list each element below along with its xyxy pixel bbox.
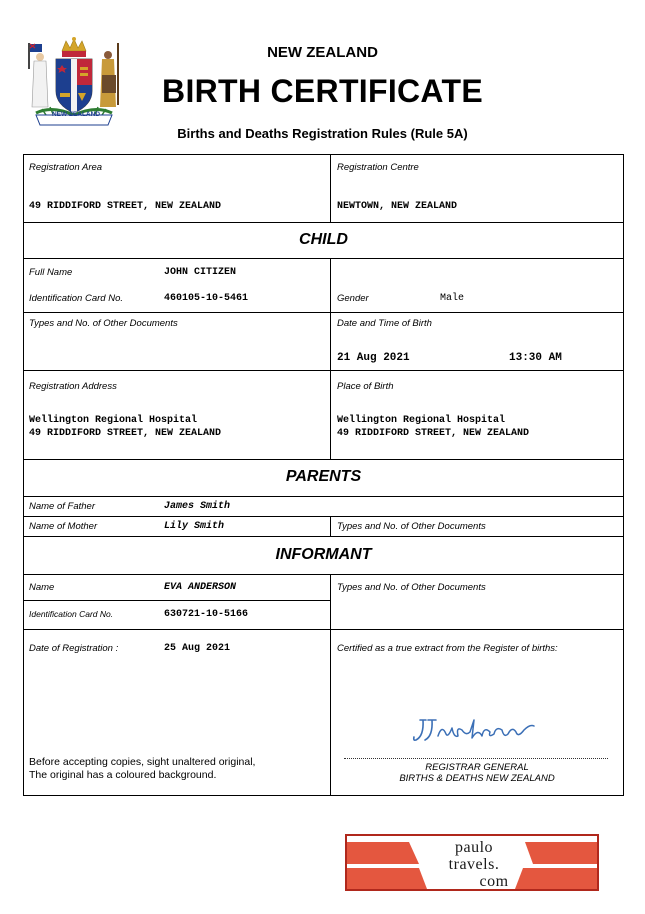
divider-line: [23, 370, 624, 371]
child-other-docs-label: Types and No. of Other Documents: [29, 318, 178, 329]
section-title-child: CHILD: [299, 231, 348, 248]
father-name-label: Name of Father: [29, 501, 95, 512]
child-id-value: 460105-10-5461: [164, 293, 249, 304]
copy-notice-line1: Before accepting copies, sight unaltered original,: [29, 756, 256, 768]
child-full-name-value: JOHN CITIZEN: [164, 267, 237, 278]
informant-name-label: Name: [29, 582, 55, 593]
document-subtitle: Births and Deaths Registration Rules (Rule 5A): [177, 126, 468, 141]
parents-other-docs-label: Types and No. of Other Documents: [337, 521, 486, 532]
child-place-of-birth-line1: Wellington Regional Hospital: [337, 415, 506, 426]
watermark-text-line2: travels.: [448, 856, 500, 873]
informant-other-docs-label: Types and No. of Other Documents: [337, 582, 486, 593]
divider-line: [23, 600, 331, 601]
registration-area-label: Registration Area: [29, 162, 103, 173]
child-place-of-birth-line2: 49 RIDDIFORD STREET, NEW ZEALAND: [337, 428, 530, 439]
registration-centre-label: Registration Centre: [337, 162, 419, 173]
registration-area-value: 49 RIDDIFORD STREET, NEW ZEALAND: [29, 201, 222, 212]
registration-centre-value: NEWTOWN, NEW ZEALAND: [337, 201, 458, 212]
child-dob-date: 21 Aug 2021: [337, 352, 410, 364]
informant-id-label: Identification Card No.: [29, 609, 114, 619]
divider-line: [23, 496, 624, 497]
crest-banner-text: NEW ZEALAND: [51, 111, 101, 118]
watermark-text-line1: paulo: [454, 839, 494, 856]
mother-name-value: Lily Smith: [164, 521, 225, 532]
registration-date-label: Date of Registration :: [29, 643, 119, 654]
document-title: BIRTH CERTIFICATE: [162, 73, 483, 109]
father-name-value: James Smith: [164, 501, 231, 512]
section-title-informant: INFORMANT: [275, 546, 372, 563]
divider-line: [23, 536, 624, 537]
registrar-signature: [412, 712, 537, 746]
divider-line: [23, 258, 624, 259]
child-gender-value: Male: [440, 293, 465, 304]
country-heading: NEW ZEALAND: [267, 44, 378, 61]
signature-line: [344, 758, 608, 759]
divider-line: [23, 459, 624, 460]
registrar-title-line1: REGISTRAR GENERAL: [425, 762, 529, 773]
child-gender-label: Gender: [337, 293, 369, 304]
column-divider: [330, 258, 331, 459]
copy-notice-line2: The original has a coloured background.: [29, 769, 217, 781]
divider-line: [23, 574, 624, 575]
child-full-name-label: Full Name: [29, 267, 73, 278]
registration-date-value: 25 Aug 2021: [164, 643, 231, 654]
certified-extract-label: Certified as a true extract from the Register of births:: [337, 643, 558, 654]
column-divider: [330, 154, 331, 222]
watermark-text-line3: com: [479, 873, 509, 890]
child-registration-address-line1: Wellington Regional Hospital: [29, 415, 198, 426]
column-divider: [330, 516, 331, 536]
child-place-of-birth-label: Place of Birth: [337, 381, 394, 392]
child-dob-label: Date and Time of Birth: [337, 318, 432, 329]
child-dob-time: 13:30 AM: [509, 352, 562, 364]
section-title-parents: PARENTS: [285, 468, 362, 485]
divider-line: [23, 222, 624, 223]
divider-line: [23, 629, 624, 630]
informant-name-value: EVA ANDERSON: [164, 582, 237, 593]
informant-id-value: 630721-10-5166: [164, 609, 249, 620]
child-id-label: Identification Card No.: [29, 293, 123, 304]
child-registration-address-line2: 49 RIDDIFORD STREET, NEW ZEALAND: [29, 428, 222, 439]
divider-line: [23, 312, 624, 313]
registrar-title-line2: BIRTHS & DEATHS NEW ZEALAND: [399, 773, 555, 784]
mother-name-label: Name of Mother: [29, 521, 98, 532]
divider-line: [23, 516, 624, 517]
child-registration-address-label: Registration Address: [29, 381, 117, 392]
watermark-logo: [345, 834, 599, 891]
